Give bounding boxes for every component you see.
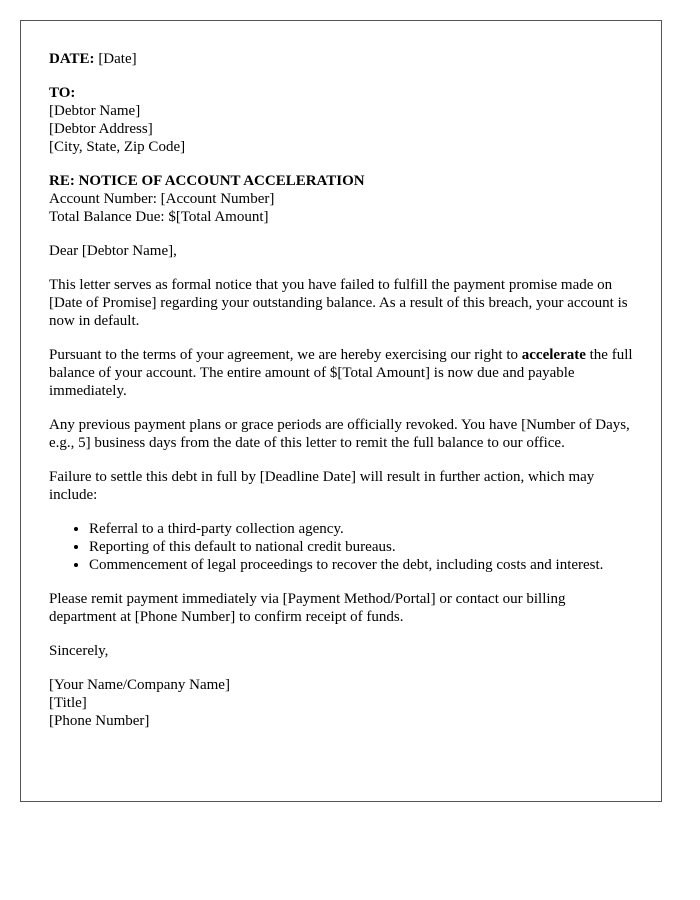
date-line [49,50,633,68]
letter-document [20,20,662,802]
list-item: • Reporting of this default to national credit bureaus. [89,538,633,556]
acceleration-bold-word: accelerate [521,347,586,363]
salutation: Dear [Debtor Name], [49,243,177,259]
consequences-list [49,520,633,574]
signature-name: [Your Name/Company Name] [49,677,230,693]
recipient-block [49,84,633,156]
debtor-address: [Debtor Address] [49,121,153,137]
subject-line: RE: NOTICE OF ACCOUNT ACCELERATION [49,173,365,189]
paragraph-further-action: Failure to settle this debt in full by [Deadline Date] will result in further action, which may include: [49,469,595,503]
signature-block [49,676,633,730]
list-item: • Commencement of legal proceedings to recover the debt, including costs and interest. [89,556,633,574]
closing: Sincerely, [49,643,109,659]
signature-phone: [Phone Number] [49,713,150,729]
paragraph-remit-payment: Please remit payment immediately via [Payment Method/Portal] or contact our billing department at [Phone Number] to confirm receipt of funds. [49,591,566,625]
to-label: TO: [49,85,76,101]
account-number: Account Number: [Account Number] [49,191,275,207]
date-label: DATE: [49,51,95,67]
debtor-city-state-zip: [City, State, Zip Code] [49,139,186,155]
total-balance: Total Balance Due: $[Total Amount] [49,209,269,225]
paragraph-acceleration [49,346,633,400]
paragraph-default-notice: This letter serves as formal notice that you have failed to fulfill the payment promise made on [Date of Promise] regarding your outstanding balance. As a result of this breach, your account is now in default. [49,277,628,329]
date-value: [Date] [98,51,137,67]
list-item: • Referral to a third-party collection agency. [89,520,633,538]
acceleration-text-before: Pursuant to the terms of your agreement, we are hereby exercising our right to [49,347,522,363]
acceleration-text-after: the full balance of your account. The entire amount of $[Total Amount] is now due and payable immediately. [49,347,633,399]
debtor-name: [Debtor Name] [49,103,141,119]
signature-title: [Title] [49,695,87,711]
paragraph-revocation: Any previous payment plans or grace periods are officially revoked. You have [Number of Days, e.g., 5] business days from the date of this letter to remit the full balance to our office. [49,417,630,451]
subject-block [49,172,633,226]
